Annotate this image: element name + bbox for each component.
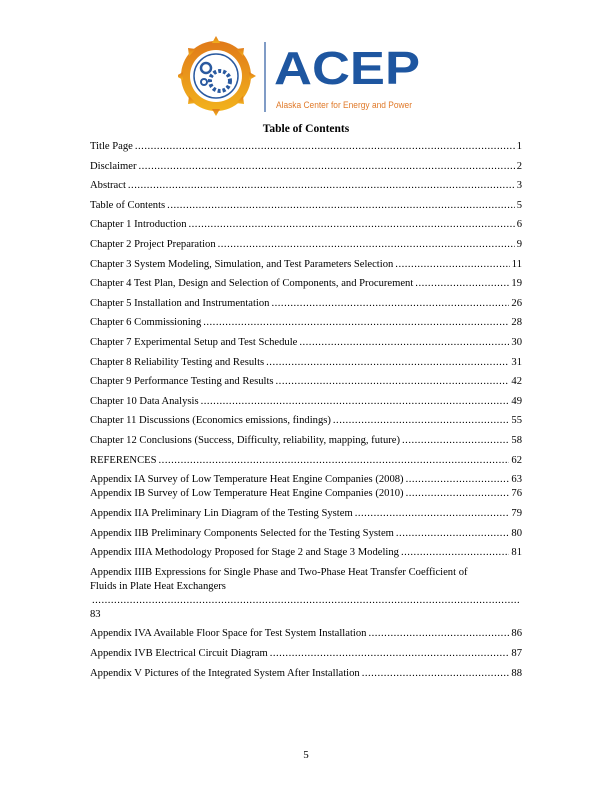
dot-leader [415,277,509,291]
toc-entry-label: Chapter 6 Commissioning [90,317,202,329]
toc-entry [90,414,522,434]
toc-entry [90,546,522,566]
toc-entry [90,258,522,278]
toc-entry [90,199,522,219]
dot-leader [266,356,509,370]
toc-entry [90,627,522,647]
toc-entry [90,395,522,415]
toc-entry-label: Chapter 2 Project Preparation [90,238,216,250]
toc-entry-page: 58 [511,434,522,446]
toc-entry [90,454,522,474]
dot-leader [128,179,515,193]
toc-entry [90,297,522,317]
toc-entry-label: Appendix IA Survey of Low Temperature Heat Engine Companies (2008) [90,474,404,486]
toc-entry-page: 31 [511,356,522,368]
toc-entry-label: Chapter 1 Introduction [90,219,187,231]
toc-entry [90,434,522,454]
toc-entry-label: Chapter 8 Reliability Testing and Results [90,356,265,368]
dot-leader [368,627,509,641]
svg-text:ACEP: ACEP [274,42,420,94]
acep-logo [178,34,438,118]
toc-entry-page: 11 [511,258,522,270]
toc-entry-label: Chapter 10 Data Analysis [90,395,199,407]
dot-leader [203,316,509,330]
dot-leader [406,473,510,487]
dot-leader [396,527,510,541]
dot-leader [270,647,510,661]
dot-leader [406,487,510,501]
toc-entry [90,473,522,487]
toc-entry-page: 2 [516,160,522,172]
toc-entry-page: 76 [511,488,522,500]
toc-entry-label: Chapter 5 Installation and Instrumentation [90,297,270,309]
toc-entry-label: Chapter 4 Test Plan, Design and Selection of Components, and Procurement [90,278,414,290]
toc-entry-page: 9 [516,238,522,250]
toc-entry-page: 49 [511,395,522,407]
toc-entry [90,160,522,180]
toc-entry-page: 81 [511,547,522,559]
page-number: 5 [303,749,309,761]
toc-entry-page: 55 [511,415,522,427]
toc-entry [90,667,522,687]
dot-leader [362,667,510,681]
toc-entry-page: 30 [511,336,522,348]
dot-leader [159,454,510,468]
dot-leader [135,140,515,154]
dot-leader [201,395,510,409]
toc-entry-label: Chapter 7 Experimental Setup and Test Schedule [90,336,298,348]
dot-leader [395,258,510,272]
dot-leader [189,218,515,232]
toc-entry-label: Appendix V Pictures of the Integrated System After Installation [90,667,360,679]
toc-entry [90,647,522,667]
toc-entry [90,356,522,376]
toc-entry-label: Appendix IIIB Expressions for Single Phase and Two-Phase Heat Transfer Coefficient of [90,566,468,578]
table-of-contents [90,140,522,686]
toc-entry-page: 80 [511,527,522,539]
dot-leader [402,434,509,448]
dot-leader [138,160,514,174]
dot-leader [92,594,520,608]
svg-text:Alaska Center for Energy and P: Alaska Center for Energy and Power [276,100,412,110]
toc-entry-label: Appendix IB Survey of Low Temperature Heat Engine Companies (2010) [90,488,404,500]
toc-entry-label: Appendix IIIA Methodology Proposed for Stage 2 and Stage 3 Modeling [90,547,399,559]
toc-entry [90,566,522,622]
toc-entry-page: 6 [516,219,522,231]
toc-entry-label: Chapter 12 Conclusions (Success, Difficulty, reliability, mapping, future) [90,434,401,446]
page-title: Table of Contents [262,123,350,135]
dot-leader [218,238,515,252]
toc-entry-label: Abstract [90,180,126,192]
toc-entry-page: 63 [511,474,522,486]
toc-entry-label: Chapter 11 Discussions (Economics emissions, findings) [90,415,331,427]
toc-entry [90,375,522,395]
toc-entry-page: 86 [511,628,522,640]
toc-entry-label-continued: Fluids in Plate Heat Exchangers [90,580,226,592]
dot-leader [167,199,515,213]
toc-entry-page: 83 [90,608,101,620]
toc-entry-label: Chapter 9 Performance Testing and Results [90,376,274,388]
toc-entry-label: REFERENCES [90,454,157,466]
toc-entry-page: 1 [516,141,522,152]
toc-entry-page: 87 [511,648,522,660]
toc-entry-page: 79 [511,508,522,520]
toc-entry-label: Disclaimer [90,160,137,172]
toc-entry-page: 5 [516,199,522,211]
toc-entry [90,179,522,199]
toc-entry-page: 26 [511,297,522,309]
dot-leader [271,297,509,311]
dot-leader [355,507,510,521]
toc-entry-page: 28 [511,317,522,329]
dot-leader [401,546,509,560]
dot-leader [333,414,510,428]
toc-entry-label: Chapter 3 System Modeling, Simulation, and Test Parameters Selection [90,258,394,270]
toc-entry [90,238,522,258]
toc-entry [90,487,522,507]
toc-entry-label: Title Page [90,141,133,152]
toc-entry-page: 88 [511,667,522,679]
dot-leader [299,336,509,350]
toc-entry-label: Appendix IVA Available Floor Space for Test System Installation [90,628,367,640]
toc-entry-label: Appendix IVB Electrical Circuit Diagram [90,648,268,660]
toc-entry [90,316,522,336]
toc-entry [90,140,522,160]
toc-entry-page: 42 [511,376,522,388]
toc-entry [90,218,522,238]
acep-gear-sun-icon [178,34,438,118]
toc-entry-page: 3 [516,180,522,192]
toc-entry-page: 62 [511,454,522,466]
toc-entry [90,336,522,356]
dot-leader [276,375,510,389]
toc-entry [90,277,522,297]
toc-entry-label: Table of Contents [90,199,166,211]
toc-entry-page: 19 [511,278,522,290]
toc-entry-label: Appendix IIB Preliminary Components Selected for the Testing System [90,527,394,539]
toc-entry [90,527,522,547]
toc-entry-label: Appendix IIA Preliminary Lin Diagram of the Testing System [90,508,353,520]
toc-entry [90,507,522,527]
